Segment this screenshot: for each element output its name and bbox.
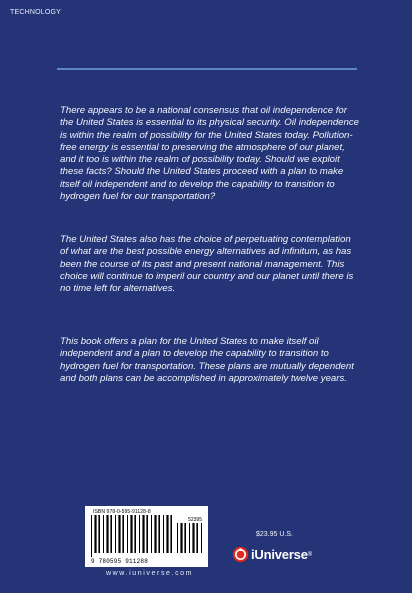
isbn-text: ISBN 978-0-595-91128-8 [93,509,151,515]
barcode-addon-bars [177,523,203,557]
blurb-paragraph-3: This book offers a plan for the United States to make itself oil independent and a plan to develop the capability to transition to hydrogen fuel for transportation. These plans are mutually dependent and both plans can be accomplished in approximately twelve years. [60,336,354,384]
publisher-logo [232,546,312,563]
book-price: $23.95 U.S. [256,531,293,538]
isbn-barcode [85,506,208,567]
blurb-paragraph-2: The United States also has the choice of perpetuating contemplation of what are the best possible energy alternatives ad infinitum, as has been the course of its past and present national management. This choice will continue to imperil our country and our planet until there is no time left for alternatives. [60,234,354,295]
barcode-digits: 9 780595 911288 [91,558,149,565]
iuniverse-logo-icon [232,546,249,563]
publisher-url: www.iuniverse.com [106,570,194,577]
barcode-main-bars [91,515,175,557]
barcode-price-code: 52395 [188,517,202,523]
category-label: TECHNOLOGY [10,9,62,16]
publisher-name: iUniverse [251,547,308,562]
blurb-paragraph-1: There appears to be a national consensus that oil independence for the United States is essential to its physical security. Oil independence is within the realm of possibility for the United States today. Pollution-free energy is essential to preserving the atmosphere of our planet, and it too is within the realm of possibility today. Should we exploit these facts? Should the United States proceed with a plan to make itself oil independent and to develop the capability to transition to hydrogen fuel for our transportation? [60,105,359,203]
registered-mark: ® [307,551,313,558]
divider-rule [57,68,357,70]
